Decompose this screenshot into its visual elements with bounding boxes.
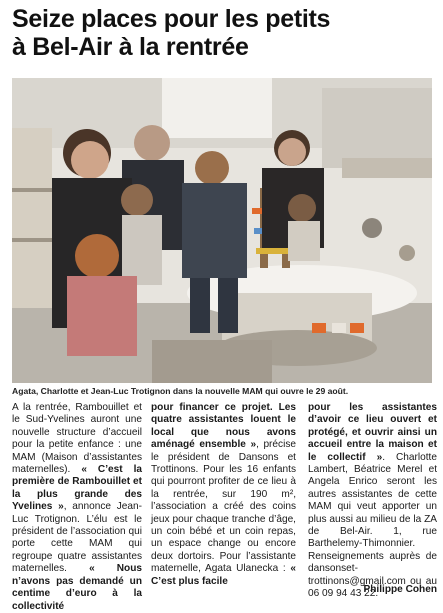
headline-line-2: à Bel-Air à la rentrée <box>12 33 249 61</box>
col1-segment-3: « Nous n’avons pas demandé un centime d’euro à la collectivité <box>12 563 142 612</box>
col2-segment-2: « C’est plus facile <box>151 563 296 587</box>
article-column-2 <box>151 402 296 588</box>
photo-caption: Agata, Charlotte et Jean-Luc Trotignon dans la nouvelle MAM qui ouvre le 29 août. <box>12 386 349 396</box>
col3-segment-1: . Charlotte Lambert, Béatrice Merel et Angela Enrico seront les autres assistantes de cette MAM qui veut apporter un plus aussi au milieu de la ZA de Bel-Air. 1, rue Barthelemy-Thimonnier. Renseignements auprès de dansonset-trottinons@gmail.com ou au 06 09 94 43 22. <box>308 451 437 600</box>
article-photo <box>12 78 432 383</box>
col3-segment-0: pour les assistantes d’avoir ce lieu ouvert et protégé, et ouvrir ainsi un accueil entre la maison et le collectif » <box>308 402 437 463</box>
headline-line-1: Seize places pour les petits <box>12 5 331 33</box>
headline <box>12 5 437 61</box>
article-column-1 <box>12 402 142 613</box>
col1-segment-0: A la rentrée, Rambouillet et le Sud-Yvelines auront une nouvelle structure d’accueil pour la petite enfance : une MAM (Maison d’assistantes maternelles). <box>12 402 142 476</box>
col1-segment-1: « C’est la première de Rambouillet et la plus grande des Yvelines » <box>12 464 142 513</box>
col2-segment-1: , précise le président de Dansons et Trottinons. Pour les 16 enfants qui pourront profiter de ce lieu à la rentrée, sur 190 m², l’association a créé des coins jeux pour chaque tranche d’âge, un coin bébé et un coin repas, un espace change ou encore deux dortoirs. Pour l’assistante maternelle, Agata Ulanecka : <box>151 439 296 575</box>
col1-segment-2: , annonce Jean-Luc Trotignon. L’élu est le président de l’association qui porte cette MAM qui regroupe quatre assistantes maternelles. <box>12 501 142 575</box>
col2-segment-0: pour financer ce projet. Les quatre assistantes louent le local que nous avons aménagé ensemble » <box>151 402 296 451</box>
author-signature: Philippe Cohen <box>363 584 437 595</box>
article-column-3 <box>308 402 437 601</box>
